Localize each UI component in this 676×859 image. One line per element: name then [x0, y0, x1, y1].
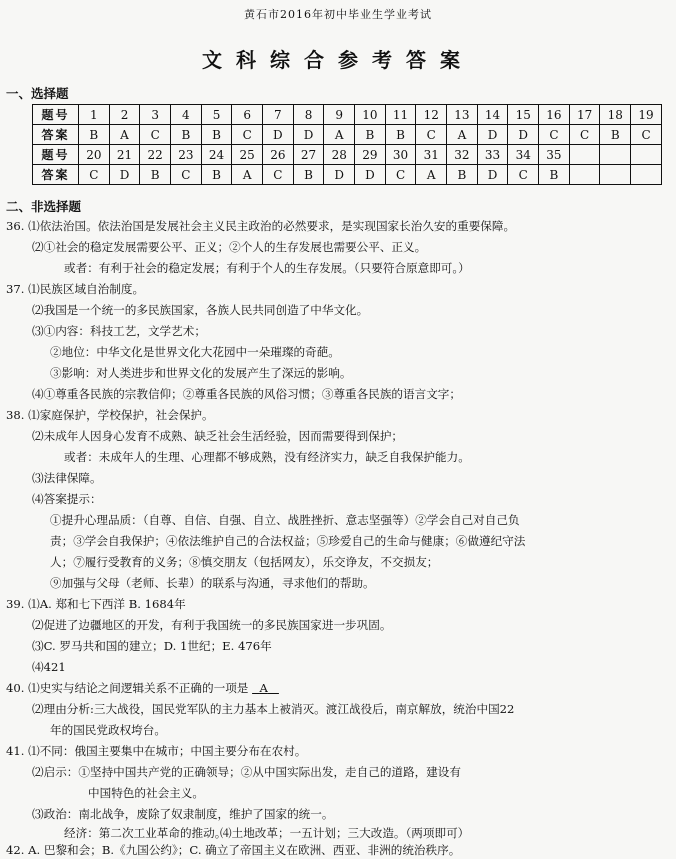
table-cell-answer: A — [324, 125, 355, 145]
table-cell-question-number: 2 — [109, 105, 140, 125]
table-cell-answer: D — [477, 165, 508, 185]
page-title: 文科综合参考答案 — [202, 48, 474, 72]
table-cell-answer — [569, 165, 600, 185]
table-cell-answer: C — [232, 125, 263, 145]
table-cell-answer: B — [201, 165, 232, 185]
q39-line-3: ⑶C. 罗马共和国的建立；D. 1世纪；E. 476年 — [32, 639, 272, 653]
q41-line-3: 中国特色的社会主义。 — [88, 786, 204, 800]
table-cell-question-number: 27 — [293, 145, 324, 165]
table-row-question-numbers-2 — [33, 145, 662, 165]
row-label-answer: 答案 — [33, 125, 79, 145]
q39-line-2: ⑵促进了边疆地区的开发，有利于我国统一的多民族国家进一步巩固。 — [32, 618, 392, 632]
q37-line-2: ⑵我国是一个统一的多民族国家，各族人民共同创造了中华文化。 — [32, 303, 369, 317]
table-cell-answer: B — [201, 125, 232, 145]
q38-line-5: ⑷答案提示： — [32, 492, 102, 506]
table-cell-question-number: 6 — [232, 105, 263, 125]
table-cell-question-number: 8 — [293, 105, 324, 125]
q40-answer-blank — [252, 681, 279, 695]
table-cell-answer: C — [508, 165, 539, 185]
table-cell-question-number — [569, 145, 600, 165]
table-cell-answer: B — [600, 125, 631, 145]
table-cell-answer: A — [447, 125, 478, 145]
table-cell-answer: C — [385, 165, 416, 185]
table-cell-answer: C — [263, 165, 294, 185]
q41-line-4: ⑶政治：南北战争，废除了奴隶制度，维护了国家的统一。 — [32, 807, 334, 821]
table-cell-question-number: 26 — [263, 145, 294, 165]
q38-line-8: 人；⑦履行受教育的义务；⑧慎交朋友（包括网友），乐交诤友，不交损友； — [50, 555, 439, 569]
q38-line-9: ⑨加强与父母（老师、长辈）的联系与沟通，寻求他们的帮助。 — [50, 576, 375, 590]
q40-answer: A — [259, 681, 268, 695]
table-cell-question-number: 32 — [447, 145, 478, 165]
table-cell-question-number: 4 — [171, 105, 202, 125]
q41-line-1: 41. ⑴不同：俄国主要集中在城市；中国主要分布在农村。 — [6, 744, 307, 758]
q39-line-1: 39. ⑴A. 郑和七下西洋 B. 1684年 — [6, 597, 186, 611]
table-cell-answer: B — [79, 125, 110, 145]
table-cell-question-number: 11 — [385, 105, 416, 125]
table-cell-question-number: 14 — [477, 105, 508, 125]
table-cell-answer: D — [355, 165, 386, 185]
answer-table — [32, 104, 662, 185]
table-cell-answer: D — [293, 125, 324, 145]
q38-line-1: 38. ⑴家庭保护，学校保护，社会保护。 — [6, 408, 214, 422]
q38-line-6: ①提升心理品质：（自尊、自信、自强、自立、战胜挫折、意志坚强等）②学会自己对自己负 — [50, 513, 520, 527]
table-cell-question-number: 13 — [447, 105, 478, 125]
table-cell-question-number: 20 — [79, 145, 110, 165]
table-cell-answer: B — [385, 125, 416, 145]
table-row-answers-2 — [33, 165, 662, 185]
table-cell-answer: A — [232, 165, 263, 185]
table-cell-answer: A — [416, 165, 447, 185]
q37-line-6: ⑷①尊重各民族的宗教信仰；②尊重各民族的风俗习惯；③尊重各民族的语言文字； — [32, 387, 461, 401]
q36-line-1: 36. ⑴依法治国。依法治国是发展社会主义民主政治的必然要求，是实现国家长治久安的重要保障。 — [6, 219, 516, 233]
q38-line-3: 或者：未成年人的生理、心理都不够成熟，没有经济实力，缺乏自我保护能力。 — [64, 450, 470, 464]
q37-line-5: ③影响：对人类进步和世界文化的发展产生了深远的影响。 — [50, 366, 352, 380]
q38-line-7: 责；③学会自我保护；④依法维护自己的合法权益；⑤珍爱自己的生命与健康；⑥做遵纪守法 — [50, 534, 526, 548]
table-cell-question-number: 33 — [477, 145, 508, 165]
table-cell-question-number: 34 — [508, 145, 539, 165]
table-cell-answer: C — [416, 125, 447, 145]
exam-title: 黄石市2016年初中毕业生学业考试 — [244, 8, 432, 21]
table-cell-answer: D — [263, 125, 294, 145]
q38-line-2: ⑵未成年人因身心发育不成熟、缺乏社会生活经验，因而需要得到保护； — [32, 429, 404, 443]
table-row-question-numbers-1 — [33, 105, 662, 125]
table-cell-question-number: 16 — [539, 105, 570, 125]
table-cell-question-number: 31 — [416, 145, 447, 165]
table-cell-question-number: 18 — [600, 105, 631, 125]
table-cell-answer: D — [477, 125, 508, 145]
table-cell-question-number: 21 — [109, 145, 140, 165]
q40-line-1-text: 40. ⑴史实与结论之间逻辑关系不正确的一项是 — [6, 681, 249, 695]
table-cell-answer — [600, 165, 631, 185]
table-cell-question-number — [631, 145, 662, 165]
table-cell-answer: B — [539, 165, 570, 185]
table-cell-question-number: 24 — [201, 145, 232, 165]
table-cell-question-number: 9 — [324, 105, 355, 125]
q42-line-1: 42. A. 巴黎和会；B.《九国公约》；C. 确立了帝国主义在欧洲、西亚、非洲的统治秩序。 — [6, 843, 461, 857]
table-cell-answer: C — [631, 125, 662, 145]
q37-line-1: 37. ⑴民族区域自治制度。 — [6, 282, 145, 296]
table-cell-answer: A — [109, 125, 140, 145]
q36-line-3: 或者：有利于社会的稳定发展；有利于个人的生存发展。（只要符合原意即可。） — [64, 261, 470, 275]
q40-line-2: ⑵理由分析:三大战役，国民党军队的主力基本上被消灭。渡江战役后，南京解放，统治中国22 — [32, 702, 515, 716]
table-cell-answer: B — [171, 125, 202, 145]
table-cell-answer — [631, 165, 662, 185]
table-cell-question-number: 28 — [324, 145, 355, 165]
section-title-non-multiple-choice: 二、非选择题 — [6, 199, 82, 214]
q37-line-3: ⑶①内容：科技工艺，文学艺术； — [32, 324, 206, 338]
q41-line-6: ⑷土地改革；一五计划；三大改造。（两项即可） — [220, 826, 470, 840]
q40-line-3: 年的国民党政权垮台。 — [50, 723, 166, 737]
table-cell-answer: C — [171, 165, 202, 185]
table-cell-answer: C — [140, 125, 171, 145]
table-cell-question-number: 3 — [140, 105, 171, 125]
table-cell-question-number: 7 — [263, 105, 294, 125]
q38-line-4: ⑶法律保障。 — [32, 471, 102, 485]
q41-line-2: ⑵启示：①坚持中国共产党的正确领导；②从中国实际出发，走自己的道路，建设有 — [32, 765, 461, 779]
table-cell-question-number: 17 — [569, 105, 600, 125]
q40-line-1 — [6, 681, 279, 695]
row-label-question-number: 题号 — [33, 105, 79, 125]
table-cell-question-number: 22 — [140, 145, 171, 165]
table-cell-question-number: 5 — [201, 105, 232, 125]
q39-line-4: ⑷421 — [32, 660, 66, 674]
table-cell-answer: D — [109, 165, 140, 185]
table-cell-question-number: 35 — [539, 145, 570, 165]
table-cell-answer: B — [140, 165, 171, 185]
table-cell-answer: D — [324, 165, 355, 185]
table-cell-question-number: 10 — [355, 105, 386, 125]
table-cell-question-number: 29 — [355, 145, 386, 165]
table-cell-question-number: 30 — [385, 145, 416, 165]
table-cell-question-number: 15 — [508, 105, 539, 125]
q37-line-4: ②地位：中华文化是世界文化大花园中一朵璀璨的奇葩。 — [50, 345, 340, 359]
table-cell-answer: D — [508, 125, 539, 145]
section-title-multiple-choice: 一、选择题 — [6, 86, 69, 101]
q36-line-2: ⑵①社会的稳定发展需要公平、正义；②个人的生存发展也需要公平、正义。 — [32, 240, 427, 254]
table-cell-answer: B — [293, 165, 324, 185]
table-cell-question-number: 12 — [416, 105, 447, 125]
row-label-question-number: 题号 — [33, 145, 79, 165]
table-cell-question-number: 19 — [631, 105, 662, 125]
table-cell-question-number: 1 — [79, 105, 110, 125]
table-cell-question-number: 23 — [171, 145, 202, 165]
table-row-answers-1 — [33, 125, 662, 145]
table-cell-answer: C — [539, 125, 570, 145]
row-label-answer: 答案 — [33, 165, 79, 185]
table-cell-answer: C — [79, 165, 110, 185]
table-cell-answer: B — [355, 125, 386, 145]
table-cell-question-number — [600, 145, 631, 165]
table-cell-answer: C — [569, 125, 600, 145]
table-cell-answer: B — [447, 165, 478, 185]
q41-line-5: 经济：第二次工业革命的推动。 — [64, 826, 227, 840]
table-cell-question-number: 25 — [232, 145, 263, 165]
